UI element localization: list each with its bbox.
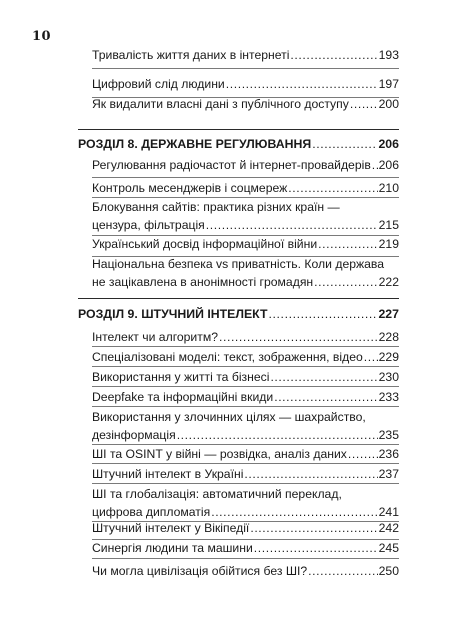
toc-entry-page: 210 (378, 181, 399, 195)
toc-entry-page: 197 (378, 77, 399, 91)
toc-entry-page: 200 (378, 97, 399, 111)
entry-separator (92, 444, 399, 445)
toc-entry-page: 242 (378, 521, 399, 535)
toc-entry-title: Використання у житті та бізнесі (92, 370, 270, 384)
dot-leader (318, 236, 378, 252)
chapter-heading-9[interactable] (78, 306, 399, 322)
entry-separator (92, 346, 399, 347)
toc-entry-title-line1: Використання у злочинних цілях — шахрайство, (92, 410, 366, 424)
entry-separator (92, 406, 399, 407)
chapter-heading-8[interactable] (78, 136, 399, 152)
toc-entry[interactable] (92, 349, 399, 365)
dot-leader (270, 369, 377, 385)
toc-entry-title: Інтелект чи алгоритм? (92, 330, 218, 344)
dot-leader (211, 504, 377, 520)
toc-entry-page: 236 (378, 447, 399, 461)
toc-entry-page: 206 (378, 158, 399, 172)
dot-leader (350, 96, 378, 112)
toc-entry[interactable] (92, 369, 399, 385)
dot-leader (219, 329, 378, 345)
toc-entry-page: 241 (378, 505, 399, 519)
section-rule (78, 129, 399, 130)
toc-entry[interactable] (92, 96, 399, 112)
toc-entry-page: 237 (378, 467, 399, 481)
toc-entry[interactable] (92, 520, 399, 536)
toc-entry-page: 193 (378, 48, 399, 62)
entry-separator (92, 197, 399, 198)
toc-entry[interactable] (92, 76, 399, 92)
entry-separator (92, 558, 399, 559)
dot-leader (274, 389, 377, 405)
dot-leader (244, 466, 377, 482)
dot-leader (269, 306, 378, 322)
toc-entry-page: 235 (378, 428, 399, 442)
toc-entry-title-line1: Блокування сайтів: практика різних країн — (92, 200, 340, 214)
toc-entry-title: Контроль месенджерів і соцмереж (92, 181, 288, 195)
toc-entry-title: не зацікавлена в анонімності громадян (92, 275, 314, 289)
toc-entry-title-line1: Національна безпека vs приватність. Коли держава (92, 257, 385, 271)
chapter-heading-title: РОЗДІЛ 9. ШТУЧНИЙ ІНТЕЛЕКТ (78, 307, 268, 321)
toc-entry-page: 222 (378, 275, 399, 289)
toc-entry-title: Український досвід інформаційної війни (92, 237, 318, 251)
entry-separator (92, 366, 399, 367)
dot-leader (254, 540, 378, 556)
toc-entry-title: Як видалити власні дані з публічного доступу (92, 97, 349, 111)
toc-entry-page: 230 (378, 370, 399, 384)
toc-entry-title-line1: ШІ та глобалізація: автоматичний переклад, (92, 487, 342, 501)
toc-entry[interactable] (92, 236, 399, 252)
toc-entry[interactable] (92, 329, 399, 345)
toc-entry[interactable] (92, 563, 399, 579)
entry-separator (92, 68, 399, 69)
toc-entry-page: 245 (378, 541, 399, 555)
toc-entry-title: цензура, фільтрація (92, 218, 205, 232)
toc-entry-page: 233 (378, 390, 399, 404)
toc-entry[interactable] (92, 389, 399, 405)
toc-entry-page: 250 (378, 564, 399, 578)
toc-entry[interactable] (92, 486, 399, 520)
entry-separator (92, 386, 399, 387)
dot-leader (290, 47, 377, 63)
toc-entry-title: Штучний інтелект у Вікіпедії (92, 521, 250, 535)
chapter-heading-title: РОЗДІЛ 8. ДЕРЖАВНЕ РЕГУЛЮВАННЯ (78, 137, 312, 151)
toc-entry[interactable] (92, 540, 399, 556)
toc-entry-title: Чи могла цивілізація обійтися без ШІ? (92, 564, 308, 578)
toc-entry-page: 228 (378, 330, 399, 344)
toc-entry-title: ШІ та OSINT у війні — розвідка, аналіз даних (92, 447, 347, 461)
dot-leader (348, 446, 378, 462)
toc-entry-title: Deepfake та інформаційні вкиди (92, 390, 274, 404)
entry-separator (92, 177, 399, 178)
toc-entry-page: 215 (378, 218, 399, 232)
dot-leader (364, 349, 378, 365)
toc-entry[interactable] (92, 180, 399, 196)
dot-leader (314, 274, 378, 290)
toc-entry-title: Регулювання радіочастот й інтернет-провайдерів (92, 158, 371, 172)
page-number: 10 (32, 29, 52, 44)
toc-entry-title: Синергія людини та машини (92, 541, 253, 555)
entry-separator (92, 483, 399, 484)
chapter-heading-page: 206 (378, 137, 399, 151)
toc-entry[interactable] (92, 446, 399, 462)
dot-leader (312, 136, 377, 152)
toc-entry-title: Тривалість життя даних в інтернеті (92, 48, 290, 62)
toc-entry[interactable] (92, 409, 399, 443)
toc-entry-page: 229 (378, 350, 399, 364)
dot-leader (372, 157, 378, 173)
toc-entry-title: Штучний інтелект в Україні (92, 467, 244, 481)
dot-leader (308, 563, 377, 579)
toc-entry-title: цифрова дипломатія (92, 505, 211, 519)
dot-leader (177, 427, 378, 443)
chapter-heading-page: 227 (378, 307, 399, 321)
entry-separator (92, 463, 399, 464)
toc-entry[interactable] (92, 199, 399, 233)
dot-leader (206, 217, 378, 233)
toc-entry-page: 219 (378, 237, 399, 251)
dot-leader (250, 520, 377, 536)
toc-entry[interactable] (92, 47, 399, 63)
toc-entry-title: Спеціалізовані моделі: текст, зображення, відео (92, 350, 363, 364)
toc-entry-title: Цифровий слід людини (92, 77, 225, 91)
toc-entry-title: дезінформація (92, 428, 176, 442)
dot-leader (288, 180, 377, 196)
toc-entry[interactable] (92, 256, 399, 290)
section-rule (78, 298, 399, 299)
dot-leader (226, 76, 378, 92)
toc-entry[interactable] (92, 466, 399, 482)
toc-entry[interactable] (92, 157, 399, 173)
